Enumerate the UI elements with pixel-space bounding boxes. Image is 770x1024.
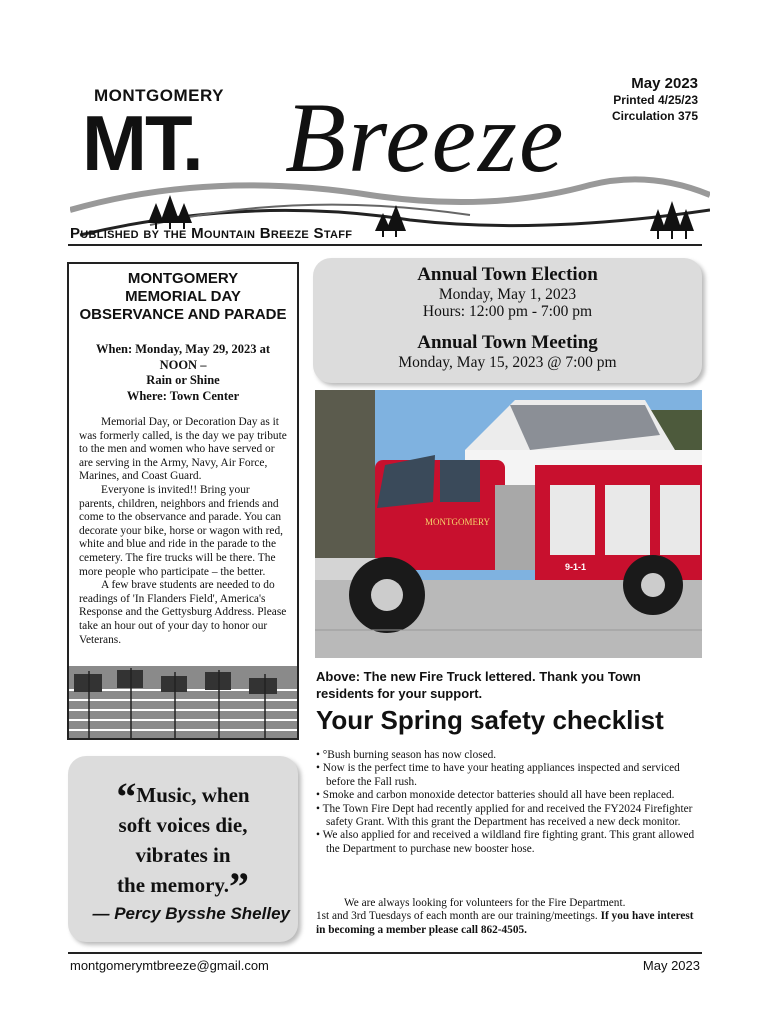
volunteer-line: 1st and 3rd Tuesdays of each month are our training/meetings. <box>316 910 598 923</box>
fire-truck-photo <box>315 390 702 658</box>
footer-rule <box>68 952 702 954</box>
memorial-paragraph: Memorial Day, or Decoration Day as it was formerly called, is the day we pay tribute to the men and women who have served or are serving in the Army, Navy, Air Force, Marines, and Coast Guard. <box>79 416 287 483</box>
volunteer-bold: If you have interest in becoming a member please call 862-4505. <box>316 910 694 936</box>
volunteer-note <box>316 897 702 937</box>
memorial-when-line: NOON – <box>159 357 207 372</box>
masthead-rule <box>68 244 702 246</box>
meeting-heading: Annual Town Meeting <box>417 332 598 353</box>
masthead <box>70 70 710 245</box>
safety-item: • °Bush burning season has now closed. <box>316 749 702 762</box>
quote-line: the memory. <box>117 873 229 897</box>
election-hours: Hours: 12:00 pm - 7:00 pm <box>422 303 593 320</box>
election-heading: Annual Town Election <box>417 264 598 285</box>
safety-item: • Now is the perfect time to have your heating appliances inspected and serviced before the Fall rush. <box>316 762 702 789</box>
safety-title: Your Spring safety checklist <box>316 705 664 735</box>
issue-meta <box>612 76 698 124</box>
memorial-body <box>69 416 297 647</box>
memorial-paragraph: A few brave students are needed to do readings of 'In Flanders Field', America's Response and the Gettysburg Address. Please take an hour out of your day to honor our Veterans. <box>79 579 287 646</box>
quote-line: Music, when <box>136 783 250 807</box>
memorial-title-line: MEMORIAL DAY <box>125 288 241 305</box>
quote-open-mark: “ <box>116 774 137 819</box>
quote-attribution: — Percy Bysshe Shelley <box>92 904 290 923</box>
issue-date: May 2023 <box>631 75 698 92</box>
safety-item: • We also applied for and received a wildland fire fighting grant. This grant allowed the Department to purchase new booster hose. <box>316 829 702 856</box>
memorial-title-line: MONTGOMERY <box>127 270 239 287</box>
footer-email: montgomerymtbreeze@gmail.com <box>70 958 269 973</box>
fire-truck-image <box>315 390 702 658</box>
published-by: Published by the Mountain Breeze Staff <box>70 225 353 242</box>
quote-close-mark: ” <box>228 864 249 909</box>
memorial-day-article <box>67 262 299 740</box>
flags-image <box>69 666 297 738</box>
election-date: Monday, May 1, 2023 <box>438 286 577 303</box>
masthead-breeze-logo: Breeze <box>285 82 566 193</box>
safety-item: • Smoke and carbon monoxide detector batteries should all have been replaced. <box>316 789 702 802</box>
masthead-town: MONTGOMERY <box>94 86 224 105</box>
quote-text <box>68 774 298 909</box>
truck-door-text: MONTGOMERY <box>425 517 491 527</box>
photo-caption: Above: The new Fire Truck lettered. Thank you Town residents for your support. <box>316 669 641 701</box>
safety-list <box>316 749 702 856</box>
masthead-mt: MT. <box>82 99 202 187</box>
memorial-title-line: OBSERVANCE AND PARADE <box>79 306 287 323</box>
meeting-date: Monday, May 15, 2023 @ 7:00 pm <box>398 354 617 371</box>
election-card <box>313 258 702 383</box>
circulation: Circulation 375 <box>611 109 698 123</box>
volunteer-line: We are always looking for volunteers for the Fire Department. <box>344 897 626 909</box>
printed-date: Printed 4/25/23 <box>613 93 698 107</box>
memorial-when-line: Where: Town Center <box>126 388 240 403</box>
memorial-title <box>69 270 297 324</box>
memorial-when <box>69 342 297 404</box>
quote-line: vibrates in <box>135 843 231 867</box>
quote-card <box>68 756 298 942</box>
footer-date: May 2023 <box>642 958 700 973</box>
memorial-when-line: When: Monday, May 29, 2023 at <box>96 342 270 356</box>
truck-side-number: 9-1-1 <box>565 562 587 572</box>
memorial-paragraph: Everyone is invited!! Bring your parents, children, neighbors and friends and come to the observance and parade. You can decorate your bike, horse or wagon with red, white and blue and ride in the parade to the cemetery. The fire trucks will be there. The more people who participate – the better. <box>79 483 284 578</box>
memorial-when-line: Rain or Shine <box>146 373 220 387</box>
safety-item: • The Town Fire Dept had recently applied for and received the FY2024 Firefighter safety Grant. With this grant the Department has received a new deck monitor. <box>316 803 702 830</box>
quote-line: soft voices die, <box>118 813 248 837</box>
